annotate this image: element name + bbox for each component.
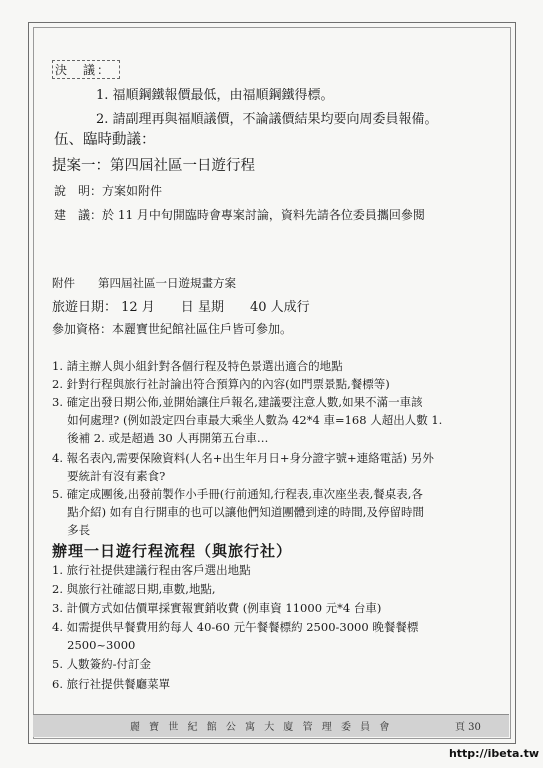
process-item: 2500~3000 (52, 638, 136, 652)
step-line: 4. 報名表內,需要保險資料(人名+出生年月日+身分證字號+連絡電話) 另外 (52, 451, 434, 465)
trip-date-line: 旅遊日期： 12 月 日 星期 40 人成行 (52, 300, 310, 315)
step-line: 多長 (52, 523, 91, 537)
process-item: 6. 旅行社提供餐廳菜單 (52, 677, 171, 691)
process-item: 4. 如需提供早餐費用約每人 40-60 元午餐餐標約 2500-3000 晚餐餐標 (52, 620, 419, 634)
description-line: 說 明：方案如附件 (54, 184, 163, 198)
step-line: 如何處理? (例如設定四台車最大乘坐人數為 42*4 車=168 人超出人數 1. (52, 413, 443, 427)
process-item: 2. 與旅行社確認日期,車數,地點, (52, 582, 216, 596)
step-line: 要統計有沒有素食? (52, 469, 166, 483)
suggestion-line: 建 議：於 11 月中旬開臨時會專案討論，資料先請各位委員攜回參閱 (54, 208, 425, 222)
footer-org: 麗 寶 世 紀 館 公 寓 大 廈 管 理 委 員 會 (130, 722, 393, 733)
proposal-line: 提案一：第四屆社區一日遊行程 (52, 158, 255, 174)
page-number: 頁 30 (455, 722, 481, 733)
process-item: 3. 計價方式如估價單採實報實銷收費 (例車資 11000 元*4 台車) (52, 601, 382, 615)
process-item: 5. 人數簽約-付訂金 (52, 657, 152, 671)
step-line: 點介紹) 如有自行開車的也可以讓他們知道團體到達的時間,及停留時間 (52, 505, 424, 519)
watermark-url: http://ibeta.tw (448, 747, 539, 760)
step-line: 後補 2. 或是超過 30 人再開第五台車… (52, 431, 269, 445)
step-line: 1. 請主辦人與小組針對各個行程及特色景選出適合的地點 (52, 359, 343, 373)
resolution-item-1: 1. 福順鋼鐵報價最低，由福順鋼鐵得標。 (96, 88, 334, 103)
section5-heading: 伍、臨時動議： (54, 132, 156, 148)
resolution-item-2: 2. 請副理再與福順議價，不論議價結果均要向周委員報備。 (96, 112, 438, 127)
step-line: 2. 針對行程與旅行社討論出符合預算內的內容(如門票景點,餐標等) (52, 377, 390, 391)
resolution-label: 決 議： (52, 60, 120, 79)
process-item: 1. 旅行社提供建議行程由客戶選出地點 (52, 563, 251, 577)
step-line: 3. 確定出發日期公佈,並開始讓住戶報名,建議要注意人數,如果不滿一車該 (52, 395, 423, 409)
attachment-title: 附件 第四屆社區一日遊規畫方案 (52, 276, 236, 290)
eligibility-line: 參加資格：本麗寶世紀館社區住戶皆可參加。 (52, 322, 293, 336)
process-heading: 辦理一日遊行程流程（與旅行社） (52, 542, 293, 560)
step-line: 5. 確定成團後,出發前製作小手冊(行前通知,行程表,車次座坐表,餐桌表,各 (52, 487, 423, 501)
